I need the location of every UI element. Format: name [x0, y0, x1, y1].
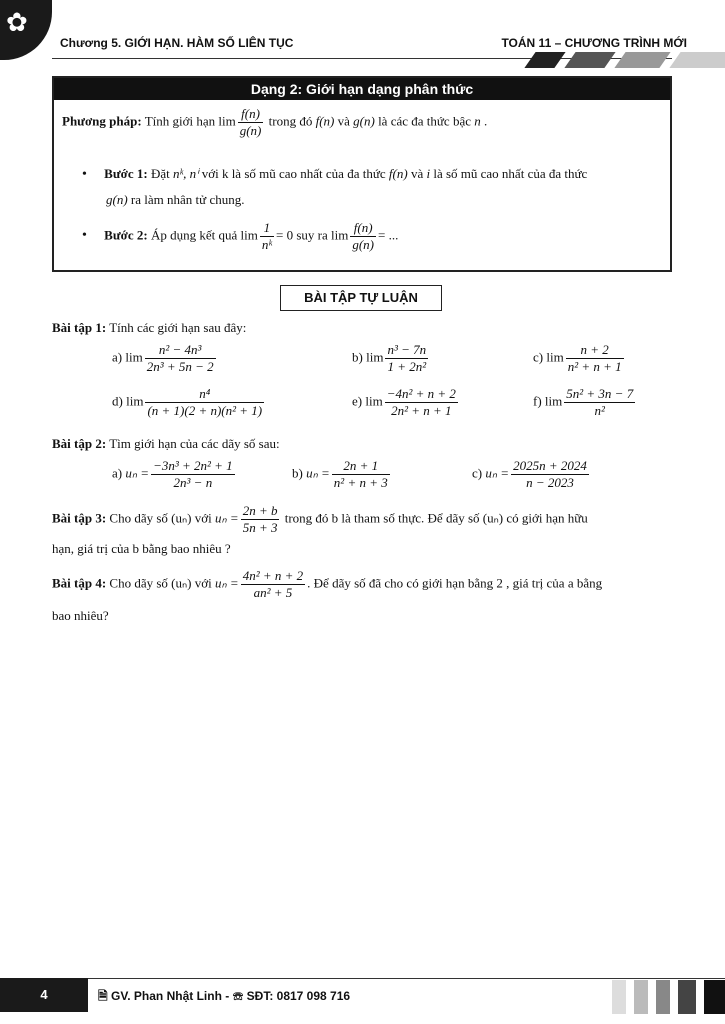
lim-symbol: lim — [218, 113, 236, 129]
footer-author — [98, 987, 350, 1008]
ex2-item: a) uₙ = $\frac{\text{−3n³ + 2n² + 1}}{\text{2n³ − n}}$ — [112, 458, 233, 490]
ex2-line — [52, 436, 280, 452]
method-text: trong đó — [268, 113, 313, 129]
step-text: Áp dụng kết quả — [150, 227, 238, 243]
equals: = ... — [378, 227, 399, 243]
ex2-item: c) uₙ = $\frac{2025n + 2024}{n - 2023}$ — [472, 458, 587, 490]
fraction: $\frac{f(n)}{g(n)}$ — [239, 106, 262, 138]
equals: = 0 — [275, 227, 294, 243]
ex3-label: Bài tập 3: — [52, 510, 107, 526]
method-line: Phương pháp: Tính giới hạn lim $\frac{f(n)}{g(n)}$ trong đó f(n) và g(n) là các đa thức bậc n . — [62, 106, 488, 138]
ex3-line: Bài tập 3: Cho dãy số (uₙ) với uₙ = $\frac{2n + b}{5n + 3}$ trong đó b là tham số thực. Để dãy số (uₙ) có giới hạn hữu — [52, 503, 588, 535]
method-text: Tính giới hạn — [144, 113, 216, 129]
f-n: f(n) — [388, 166, 408, 181]
phone-number: SĐT: 0817 098 716 — [246, 989, 351, 1003]
ex1-item: e) lim $\frac{\text{−4n² + n + 2}}{\text{2n² + n + 1}}$ — [352, 386, 456, 418]
step2-label: Bước 2: — [104, 227, 148, 243]
footer-bars — [612, 980, 725, 1014]
ex4-label: Bài tập 4: — [52, 575, 107, 591]
step1-label: Bước 1: — [104, 166, 148, 181]
step-text: là số mũ cao nhất của đa thức — [433, 166, 588, 181]
i-symbol: i — [426, 166, 431, 181]
step-text: với k là số mũ cao nhất của đa thức — [201, 166, 386, 181]
step2-line: • Bước 2: Áp dụng kết quả lim $\frac{1}{\text{nᵏ}}$ = 0 suy ra lim $\frac{f(n)}{g(n)}$ = ... — [82, 220, 399, 252]
method-text: là các đa thức bậc — [378, 113, 471, 129]
ex2-text: Tìm giới hạn của các dãy số sau: — [109, 436, 280, 451]
ex1-item: a) lim $\frac{\text{n² − 4n³}}{\text{2n³ + 5n − 2}}$ — [112, 342, 214, 374]
step1-line2 — [106, 192, 244, 208]
ex1-label: Bài tập 1: — [52, 320, 107, 335]
step-text: suy ra — [296, 227, 328, 243]
author-name: GV. Phan Nhật Linh — [111, 989, 222, 1003]
fraction: $\frac{1}{\text{nᵏ}}$ — [261, 220, 272, 252]
f-n: f(n) — [315, 113, 335, 129]
step-text: và — [410, 166, 424, 181]
ex3-line2: hạn, giá trị của b bằng bao nhiêu ? — [52, 541, 231, 556]
step-text: ra làm nhân tử chung. — [130, 192, 245, 207]
g-n: g(n) — [106, 192, 128, 207]
ex1-item: b) lim $\frac{\text{n³ − 7n}}{\text{1 + 2n²}}$ — [352, 342, 427, 374]
ex1-item: f) lim $\frac{\text{5n² + 3n − 7}}{\text{n²}}$ — [533, 386, 634, 418]
ex2-label: Bài tập 2: — [52, 436, 107, 451]
corner-logo — [0, 0, 52, 60]
ex4-line: Bài tập 4: Cho dãy số (uₙ) với uₙ = $\frac{\text{4n² + n + 2}}{\text{an² + 5}}$ . Để dãy số đã cho có giới hạn bằng 2 , giá trị của a bằng — [52, 568, 603, 600]
fraction: $\frac{f(n)}{g(n)}$ — [352, 220, 375, 252]
course-title: TOÁN 11 – CHƯƠNG TRÌNH MỚI — [501, 36, 687, 50]
powers: nᵏ, nⁱ — [172, 166, 199, 181]
n-symbol: n — [474, 113, 481, 129]
phone-icon: ☏ — [232, 989, 244, 1003]
ex4-line2: bao nhiêu? — [52, 608, 109, 623]
ex1-line — [52, 320, 246, 336]
page-number: 4 — [0, 978, 88, 1012]
method-label: Phương pháp: — [62, 113, 142, 129]
ex2-item: b) uₙ = $\frac{2n + 1}{\text{n² + n + 3}}$ — [292, 458, 388, 490]
step1-line: • Bước 1: Đặt nᵏ, nⁱ với k là số mũ cao nhất của đa thức f(n) và i là số mũ cao nhất của đa thức — [82, 166, 588, 182]
header-stripes — [490, 52, 725, 70]
ex1-item: d) lim $\frac{\text{n⁴}}{\text{(n + 1)(2 + n)(n² + 1)}}$ — [112, 386, 263, 418]
method-box — [52, 76, 672, 272]
lim-symbol: lim — [240, 227, 258, 243]
ex1-text: Tính các giới hạn sau đây: — [109, 320, 247, 335]
footer-divider — [0, 978, 725, 979]
method-box-title: Dạng 2: Giới hạn dạng phân thức — [54, 78, 670, 100]
footer-separator: - — [225, 989, 230, 1003]
method-text: và — [337, 113, 350, 129]
step-text: Đặt — [150, 166, 170, 181]
lim-symbol: lim — [331, 227, 349, 243]
chapter-title: Chương 5. GIỚI HẠN. HÀM SỐ LIÊN TỤC — [60, 36, 294, 50]
ex1-item: c) lim $\frac{n + 2}{\text{n² + n + 1}}$ — [533, 342, 622, 374]
brain-icon: ✿ — [6, 8, 28, 37]
exercise-heading: BÀI TẬP TỰ LUẬN — [280, 285, 442, 311]
document-icon: 🗎 — [98, 989, 108, 1003]
g-n: g(n) — [353, 113, 375, 129]
